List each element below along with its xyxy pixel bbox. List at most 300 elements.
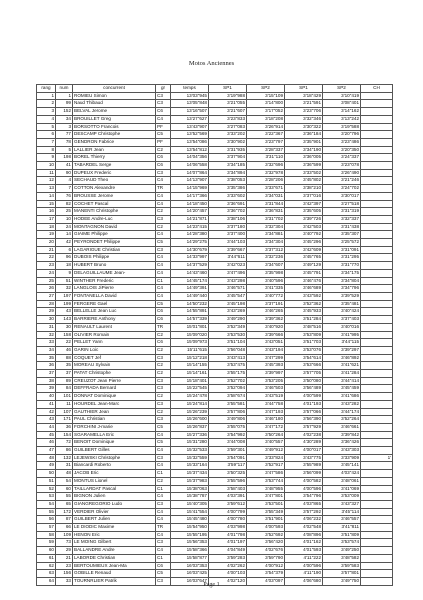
rank-cell: 13 bbox=[37, 185, 56, 193]
rank-cell: 23 bbox=[37, 262, 56, 270]
total-time-cell: 14'15"969 bbox=[171, 185, 209, 193]
sp1-cell: 4'00"780 bbox=[209, 516, 247, 524]
sp2b-cell: 3'44"115 bbox=[323, 339, 361, 347]
total-time-cell: 15'18"401 bbox=[171, 377, 209, 385]
number-cell: 43 bbox=[56, 308, 73, 316]
table-row bbox=[37, 423, 393, 431]
number-cell: 72 bbox=[56, 439, 73, 447]
sp1-cell: 4'02"262 bbox=[209, 562, 247, 570]
sp2-cell: 3'40"557 bbox=[247, 439, 285, 447]
rank-cell: 41 bbox=[37, 400, 56, 408]
penalty-cell bbox=[361, 123, 393, 131]
rider-cell: LE MOING Gilbert bbox=[73, 539, 156, 547]
rider-cell: MANENTI Christophe bbox=[73, 208, 156, 216]
rider-cell: COTTON Alexandre bbox=[73, 185, 156, 193]
number-cell: 54 bbox=[56, 477, 73, 485]
sp2-cell: 3'55"349 bbox=[247, 508, 285, 516]
penalty-cell bbox=[361, 192, 393, 200]
sp2b-cell: 3'37"403 bbox=[323, 316, 361, 324]
sp2-cell: 3'26"914 bbox=[247, 123, 285, 131]
sp1b-cell: 3'45"296 bbox=[285, 239, 323, 247]
rider-cell: PAUL Christian bbox=[73, 416, 156, 424]
sp1-cell: 3'55"581 bbox=[209, 400, 247, 408]
sp2b-cell: 3'23"078 bbox=[323, 162, 361, 170]
sp1-cell: 3'52"094 bbox=[209, 385, 247, 393]
penalty-cell bbox=[361, 423, 393, 431]
table-row bbox=[37, 554, 393, 562]
table-row bbox=[37, 215, 393, 223]
column-header: rang bbox=[37, 85, 56, 93]
sp1b-cell: 3'42"609 bbox=[285, 246, 323, 254]
class-cell: C4 bbox=[156, 262, 171, 270]
class-cell: C3 bbox=[156, 246, 171, 254]
total-time-cell: 14'43"460 bbox=[171, 269, 209, 277]
penalty-cell bbox=[361, 269, 393, 277]
sp2-cell: 3'33"671 bbox=[247, 185, 285, 193]
sp2b-cell: 3'40"016 bbox=[323, 323, 361, 331]
class-cell: C4 bbox=[156, 447, 171, 455]
sp2-cell: 3'46"265 bbox=[247, 308, 285, 316]
class-cell: C6 bbox=[156, 562, 171, 570]
sp1-cell: 3'37"400 bbox=[209, 231, 247, 239]
rider-cell: BALLANDRE Andre bbox=[73, 547, 156, 555]
sp2-cell: 3'34"607 bbox=[247, 262, 285, 270]
rank-cell: 26 bbox=[37, 285, 56, 293]
rider-cell: MONTAGNON David bbox=[73, 223, 156, 231]
penalty-cell bbox=[361, 346, 393, 354]
sp2b-cell: 3'26"490 bbox=[323, 169, 361, 177]
rank-cell: 52 bbox=[37, 485, 56, 493]
rider-cell: DESCAMP Christophe bbox=[73, 131, 156, 139]
rank-cell: 33 bbox=[37, 339, 56, 347]
penalty-cell bbox=[361, 531, 393, 539]
class-cell: C1 bbox=[156, 485, 171, 493]
penalty-cell bbox=[361, 462, 393, 470]
class-cell: C3 bbox=[156, 454, 171, 462]
sp2-cell: 3'54"379 bbox=[247, 570, 285, 578]
class-cell: C4 bbox=[156, 508, 171, 516]
number-cell: 9 bbox=[56, 269, 73, 277]
rider-cell: GIAIME Philippe bbox=[73, 231, 156, 239]
sp1b-cell: 3'45"765 bbox=[285, 254, 323, 262]
table-row bbox=[37, 192, 393, 200]
class-cell: C6 bbox=[156, 339, 171, 347]
total-time-cell: 14'45"174 bbox=[171, 277, 209, 285]
penalty-cell bbox=[361, 200, 393, 208]
sp2b-cell: 3'39"842 bbox=[323, 431, 361, 439]
number-cell: 77 bbox=[56, 131, 73, 139]
rider-cell: PEYRONDET Philippe bbox=[73, 239, 156, 247]
rank-cell: 61 bbox=[37, 554, 56, 562]
total-time-cell: 15'38"063 bbox=[171, 485, 209, 493]
sp2-cell: 3'47"299 bbox=[247, 354, 285, 362]
total-time-cell: 14'55"891 bbox=[171, 308, 209, 316]
total-time-cell: 14'29"275 bbox=[171, 239, 209, 247]
number-cell: 156 bbox=[56, 570, 73, 578]
sp1b-cell: 3'23"706 bbox=[285, 108, 323, 116]
penalty-cell bbox=[361, 431, 393, 439]
sp2-cell: 3'39"666 bbox=[247, 331, 285, 339]
number-cell: 199 bbox=[56, 300, 73, 308]
sp1-cell: 3'55"075 bbox=[209, 423, 247, 431]
sp2-cell: 3'18"208 bbox=[247, 115, 285, 123]
penalty-cell bbox=[361, 385, 393, 393]
rank-cell: 39 bbox=[37, 385, 56, 393]
sp2-cell: 3'31"844 bbox=[247, 200, 285, 208]
rank-cell: 2 bbox=[37, 100, 56, 108]
total-time-cell: 13'54"812 bbox=[171, 146, 209, 154]
sp1b-cell: 4'00"596 bbox=[285, 485, 323, 493]
number-cell: 10 bbox=[56, 215, 73, 223]
sp1b-cell: 3'38"210 bbox=[285, 185, 323, 193]
rider-cell: FONTANELLA David bbox=[73, 292, 156, 300]
total-time-cell: 15'37"983 bbox=[171, 477, 209, 485]
table-row bbox=[37, 377, 393, 385]
table-row bbox=[37, 323, 393, 331]
sp1-cell: 3'31"935 bbox=[209, 146, 247, 154]
penalty-cell bbox=[361, 477, 393, 485]
penalty-cell bbox=[361, 108, 393, 116]
sp2b-cell: 3'49"250 bbox=[323, 547, 361, 555]
penalty-cell bbox=[361, 493, 393, 501]
rider-cell: VERDIER Olivier bbox=[73, 508, 156, 516]
total-time-cell: 15'33"164 bbox=[171, 462, 209, 470]
rider-cell: GUILBERT Gilles bbox=[73, 447, 156, 455]
number-cell: 1 bbox=[56, 92, 73, 100]
sp2-cell: 3'40"772 bbox=[247, 292, 285, 300]
sp2b-cell: 3'45"459 bbox=[323, 385, 361, 393]
sp2-cell: 3'32"236 bbox=[247, 254, 285, 262]
sp1b-cell: 4'06"680 bbox=[285, 578, 323, 586]
sp2-cell: 3'32"304 bbox=[247, 223, 285, 231]
column-header: SP1 bbox=[209, 85, 247, 93]
rider-cell: HENON Eric bbox=[73, 531, 156, 539]
sp2b-cell: 3'13"242 bbox=[323, 115, 361, 123]
table-row bbox=[37, 292, 393, 300]
rank-cell: 45 bbox=[37, 431, 56, 439]
sp2-cell: 3'22"367 bbox=[247, 131, 285, 139]
rank-cell: 62 bbox=[37, 562, 56, 570]
sp1-cell: 3'55"175 bbox=[209, 370, 247, 378]
sp2-cell: 4'02"676 bbox=[247, 547, 285, 555]
sp1b-cell: 3'53"809 bbox=[285, 331, 323, 339]
class-cell: C4 bbox=[156, 115, 171, 123]
class-cell: C4 bbox=[156, 254, 171, 262]
total-time-cell: 14'20"457 bbox=[171, 208, 209, 216]
column-header: concurrent bbox=[73, 85, 156, 93]
sp1-cell: 3'44"103 bbox=[209, 239, 247, 247]
number-cell: 171 bbox=[56, 416, 73, 424]
sp1-cell: 3'53"530 bbox=[209, 331, 247, 339]
total-time-cell: 15'26"239 bbox=[171, 408, 209, 416]
total-time-cell: 14'49"391 bbox=[171, 285, 209, 293]
table-row bbox=[37, 346, 393, 354]
total-time-cell: 16'03"647 bbox=[171, 578, 209, 586]
sp1b-cell: 4'01"162 bbox=[285, 539, 323, 547]
sp1b-cell: 4'01"193 bbox=[285, 400, 323, 408]
total-time-cell: 15'37"434 bbox=[171, 470, 209, 478]
table-row bbox=[37, 131, 393, 139]
table-row bbox=[37, 470, 393, 478]
penalty-cell bbox=[361, 554, 393, 562]
sp2b-cell: 3'08"401 bbox=[323, 100, 361, 108]
penalty-cell bbox=[361, 162, 393, 170]
sp1-cell: 3'58"403 bbox=[209, 485, 247, 493]
rank-cell: 58 bbox=[37, 531, 56, 539]
class-cell: C5 bbox=[156, 423, 171, 431]
page-number: Page 1 bbox=[203, 582, 220, 588]
number-cell: 31 bbox=[56, 462, 73, 470]
total-time-cell: 13'05"848 bbox=[171, 100, 209, 108]
number-cell: 14 bbox=[56, 231, 73, 239]
table-row bbox=[37, 239, 393, 247]
table-row bbox=[37, 416, 393, 424]
rank-cell: 38 bbox=[37, 377, 56, 385]
number-cell: 143 bbox=[56, 316, 73, 324]
penalty-cell bbox=[361, 485, 393, 493]
sp1b-cell: 3'36"005 bbox=[285, 154, 323, 162]
penalty-cell bbox=[361, 208, 393, 216]
sp2-cell: 3'15"109 bbox=[247, 92, 285, 100]
sp2-cell: 3'52"917 bbox=[247, 462, 285, 470]
total-time-cell: 14'37"529 bbox=[171, 262, 209, 270]
class-cell: C6 bbox=[156, 316, 171, 324]
number-cell: 30 bbox=[56, 323, 73, 331]
sp1-cell: 3'21"607 bbox=[209, 108, 247, 116]
penalty-cell bbox=[361, 439, 393, 447]
penalty-cell bbox=[361, 115, 393, 123]
rank-cell: 5 bbox=[37, 123, 56, 131]
sp2b-cell: 3'21"246 bbox=[323, 177, 361, 185]
number-cell: 66 bbox=[56, 524, 73, 532]
rank-cell: 51 bbox=[37, 477, 56, 485]
number-cell: 7 bbox=[56, 185, 73, 193]
number-cell: 96 bbox=[56, 254, 73, 262]
number-cell: 5 bbox=[56, 146, 73, 154]
sp1b-cell: 3'56"489 bbox=[285, 385, 323, 393]
total-time-cell: 15'09"020 bbox=[171, 331, 209, 339]
sp1b-cell: 3'30"322 bbox=[285, 123, 323, 131]
sp1b-cell: 4'02"548 bbox=[285, 524, 323, 532]
number-cell: 197 bbox=[56, 292, 73, 300]
rank-cell: 34 bbox=[37, 346, 56, 354]
class-cell: C3 bbox=[156, 578, 171, 586]
table-row bbox=[37, 524, 393, 532]
table-row bbox=[37, 539, 393, 547]
sp1b-cell: 3'35"901 bbox=[285, 138, 323, 146]
sp1b-cell: 3'18"429 bbox=[285, 92, 323, 100]
rider-cell: GIANGREGORIO Ludo bbox=[73, 500, 156, 508]
rank-cell: 16 bbox=[37, 208, 56, 216]
sp1-cell: 3'49"290 bbox=[209, 316, 247, 324]
class-cell: C4 bbox=[156, 462, 171, 470]
number-cell: 60 bbox=[56, 485, 73, 493]
sp2b-cell: 3'53"009 bbox=[323, 493, 361, 501]
total-time-cell: 15'45"480 bbox=[171, 516, 209, 524]
rank-cell: 57 bbox=[37, 524, 56, 532]
rider-cell: BROUSSE Jerome bbox=[73, 192, 156, 200]
class-cell: C3 bbox=[156, 215, 171, 223]
rider-cell: BORSOTTO Francois bbox=[73, 123, 156, 131]
table-row bbox=[37, 508, 393, 516]
class-cell: C6 bbox=[156, 308, 171, 316]
number-cell: 158 bbox=[56, 331, 73, 339]
sp2b-cell: 3'59"583 bbox=[323, 562, 361, 570]
number-cell: 76 bbox=[56, 192, 73, 200]
sp2b-cell: 3'10"419 bbox=[323, 92, 361, 100]
sp1-cell: 3'59"612 bbox=[209, 500, 247, 508]
sp1b-cell: 4'01"593 bbox=[285, 547, 323, 555]
rank-cell: 64 bbox=[37, 578, 56, 586]
sp2b-cell: 3'41"284 bbox=[323, 370, 361, 378]
total-time-cell: 15'58"877 bbox=[171, 554, 209, 562]
class-cell: C2 bbox=[156, 408, 171, 416]
sp1-cell: 3'38"106 bbox=[209, 215, 247, 223]
number-cell: 4 bbox=[56, 177, 73, 185]
rider-cell: SGARAMELLA Eric bbox=[73, 431, 156, 439]
rank-cell: 53 bbox=[37, 493, 56, 501]
class-cell: C3 bbox=[156, 377, 171, 385]
sp2-cell: 3'53"501 bbox=[247, 500, 285, 508]
sp1b-cell: 3'50"080 bbox=[285, 377, 323, 385]
sp2b-cell: 3'49"750 bbox=[323, 578, 361, 586]
rank-cell: 25 bbox=[37, 277, 56, 285]
rider-cell: HOURDEL Jean-Marc bbox=[73, 400, 156, 408]
table-row bbox=[37, 123, 393, 131]
class-cell: C2 bbox=[156, 223, 171, 231]
number-cell: 33 bbox=[56, 578, 73, 586]
penalty-cell bbox=[361, 292, 393, 300]
sp2-cell: 3'48"955 bbox=[247, 485, 285, 493]
class-cell: C1 bbox=[156, 277, 171, 285]
sp1b-cell: 3'36"599 bbox=[285, 162, 323, 170]
number-cell: 6 bbox=[56, 246, 73, 254]
table-row bbox=[37, 385, 393, 393]
table-row bbox=[37, 500, 393, 508]
sp1b-cell: 3'45"933 bbox=[285, 308, 323, 316]
total-time-cell: 14'30"679 bbox=[171, 246, 209, 254]
sp2-cell: 3'33"824 bbox=[247, 454, 285, 462]
total-time-cell: 15'22"545 bbox=[171, 385, 209, 393]
table-row bbox=[37, 208, 393, 216]
rank-cell: 59 bbox=[37, 539, 56, 547]
sp2-cell: 3'40"596 bbox=[247, 277, 285, 285]
total-time-cell: 15'12"218 bbox=[171, 354, 209, 362]
sp2b-cell: 3'41"995 bbox=[323, 331, 361, 339]
sp1-cell: 3'43"298 bbox=[209, 277, 247, 285]
rank-cell: 44 bbox=[37, 423, 56, 431]
penalty-cell bbox=[361, 470, 393, 478]
table-row bbox=[37, 547, 393, 555]
total-time-cell: 14'04"356 bbox=[171, 154, 209, 162]
rider-cell: GOBILLE Renaud bbox=[73, 570, 156, 578]
table-row bbox=[37, 393, 393, 401]
rider-cell: Naud Thibaud bbox=[73, 100, 156, 108]
penalty-cell bbox=[361, 539, 393, 547]
number-cell: 42 bbox=[56, 239, 73, 247]
number-cell: 48 bbox=[56, 470, 73, 478]
table-row bbox=[37, 285, 393, 293]
class-cell: C6 bbox=[156, 154, 171, 162]
header-row bbox=[37, 85, 393, 93]
total-time-cell: 13'03"945 bbox=[171, 92, 209, 100]
table-row bbox=[37, 316, 393, 324]
number-cell: 37 bbox=[56, 370, 73, 378]
class-cell: C4 bbox=[156, 200, 171, 208]
total-time-cell: 15'14"155 bbox=[171, 362, 209, 370]
total-time-cell: 13'54"086 bbox=[171, 138, 209, 146]
sp1-cell: 3'37"904 bbox=[209, 154, 247, 162]
number-cell: 3 bbox=[56, 123, 73, 131]
rank-cell: 27 bbox=[37, 292, 56, 300]
total-time-cell: 15'58"366 bbox=[171, 547, 209, 555]
penalty-cell bbox=[361, 408, 393, 416]
sp1b-cell: 3'39"726 bbox=[285, 215, 323, 223]
sp2-cell: 3'17"052 bbox=[247, 108, 285, 116]
penalty-cell bbox=[361, 524, 393, 532]
penalty-cell bbox=[361, 508, 393, 516]
rank-cell: 42 bbox=[37, 408, 56, 416]
sp2b-cell: 3'31"319 bbox=[323, 208, 361, 216]
rider-cell: Biancardi Roberto bbox=[73, 462, 156, 470]
rider-cell: TAILLARDAT Pascal bbox=[73, 485, 156, 493]
class-cell: C4 bbox=[156, 231, 171, 239]
penalty-cell bbox=[361, 254, 393, 262]
table-row bbox=[37, 231, 393, 239]
class-cell: C4 bbox=[156, 516, 171, 524]
class-cell: C6 bbox=[156, 162, 171, 170]
sp1-cell: 3'59"301 bbox=[209, 447, 247, 455]
rank-cell: 4 bbox=[37, 115, 56, 123]
class-cell: C4 bbox=[156, 547, 171, 555]
column-header: gr bbox=[156, 85, 171, 93]
rider-cell: DUBOIS Philippe bbox=[73, 254, 156, 262]
sp2-cell: 3'53"205 bbox=[247, 377, 285, 385]
sp1-cell: 3'49"806 bbox=[209, 416, 247, 424]
sp1-cell: 3'23"833 bbox=[209, 115, 247, 123]
table-row bbox=[37, 562, 393, 570]
sp1b-cell: 3'56"099 bbox=[285, 470, 323, 478]
penalty-cell bbox=[361, 339, 393, 347]
sp2b-cell: 3'43"327 bbox=[323, 500, 361, 508]
results-table bbox=[36, 84, 393, 586]
penalty-cell bbox=[361, 185, 393, 193]
rank-cell: 47 bbox=[37, 447, 56, 455]
sp1-cell: 3'58"674 bbox=[209, 393, 247, 401]
number-cell: 23 bbox=[56, 562, 73, 570]
sp2b-cell: 3'39"529 bbox=[323, 292, 361, 300]
rank-cell: 15 bbox=[37, 200, 56, 208]
sp2b-cell: 4'03"424 bbox=[323, 470, 361, 478]
column-header: CH bbox=[361, 85, 393, 93]
rank-cell: 1 bbox=[37, 92, 56, 100]
sp2b-cell: 3'34"796 bbox=[323, 285, 361, 293]
penalty-cell bbox=[361, 223, 393, 231]
sp1b-cell: 3'43"775 bbox=[285, 454, 323, 462]
sp2b-cell: 3'31"091 bbox=[323, 246, 361, 254]
penalty-cell bbox=[361, 316, 393, 324]
penalty-cell bbox=[361, 354, 393, 362]
sp2-cell: 3'14"800 bbox=[247, 100, 285, 108]
table-row bbox=[37, 162, 393, 170]
sp2-cell: 3'59"790 bbox=[247, 554, 285, 562]
rider-cell: BERTOUMIEUX Jean-Ma bbox=[73, 562, 156, 570]
penalty-cell bbox=[361, 131, 393, 139]
sp1b-cell: 3'33"502 bbox=[285, 169, 323, 177]
number-cell: 32 bbox=[56, 285, 73, 293]
sp2b-cell: 3'20"796 bbox=[323, 131, 361, 139]
table-row bbox=[37, 331, 393, 339]
